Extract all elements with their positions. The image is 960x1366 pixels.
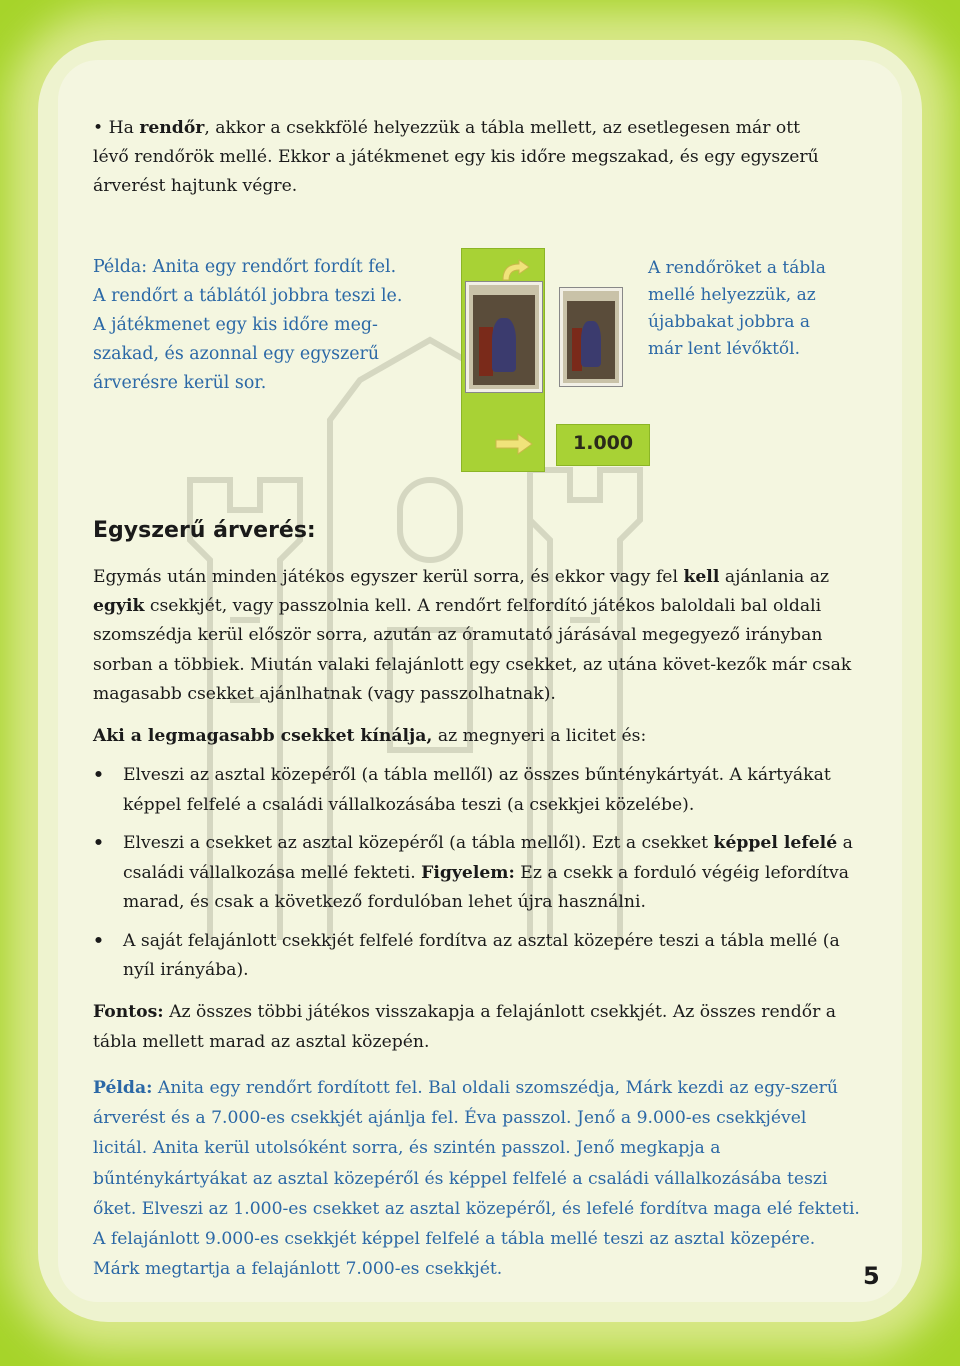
list-item <box>93 761 863 820</box>
text-run: Anita egy rendőrt fordított fel. Bal oldali szomszédja, Márk kezdi az egy-szerű árverést és a 7.000-es csekkjét ajánlja fel. Éva passzol. Jenő a 9.000-es csekkjével licitál. Anita kerül utolsóként sorra, és szintén passzol. Jenő megkapja a bűnténykártyákat az asztal közepéről és képpel felfelé a családi vállalkozásába teszi őket. Elveszi az 1.000-es csekket az asztal közepéről, és lefelé fordítva maga elé fekteti. A felajánlott 9.000-es csekkjét képpel felfelé a tábla mellé teszi az asztal közepére. Márk megtartja a felajánlott 7.000-es csekkjét. <box>93 1078 860 1280</box>
card-art <box>567 301 615 379</box>
bold-term: Aki a legmagasabb csekket kínálja, <box>93 726 433 746</box>
important-note-paragraph <box>93 997 863 1057</box>
section-title: Egyszerű árverés: <box>93 518 316 543</box>
police-card-beside <box>560 288 622 386</box>
bold-term: Figyelem: <box>421 862 515 883</box>
bold-term: képpel lefelé <box>713 833 838 853</box>
example-1-text <box>93 253 433 398</box>
text-run: az megnyeri a licitet és: <box>432 726 647 746</box>
auction-rules-paragraph <box>93 563 863 709</box>
police-rule-paragraph <box>93 114 833 201</box>
list-item <box>93 829 863 918</box>
example-line: A rendőrt a táblától jobbra teszi le. <box>93 286 403 306</box>
text-run: A saját felajánlott csekkjét felfelé fordítva az asztal közepére teszi a tábla mellé (a nyíl irányába). <box>123 930 840 980</box>
example-line: árverésre kerül sor. <box>93 373 267 393</box>
card-art <box>473 295 535 385</box>
text-run: Elveszi a csekket az asztal közepéről (a tábla mellől). Ezt a csekket <box>123 833 714 853</box>
bullet-dot: • <box>93 118 104 138</box>
list-item <box>93 927 863 986</box>
text-run: csekkjét, vagy passzolnia kell. A rendőrt felfordító játékos baloldali bal oldali szomszédja kerül először sorra, azután az óramutató járásával megegyező irányban sorban a többiek. Miután valaki felajánlott egy csekket, az utána követ-kezők már csak magasabb csekket ajánlhatnak (vagy passzolhatnak). <box>93 596 852 704</box>
caption-line: mellé helyezzük, az <box>648 285 816 305</box>
bullet-dot: • <box>93 833 104 853</box>
winner-intro-paragraph <box>93 722 863 750</box>
caption-line: újabbakat jobbra a <box>648 312 810 332</box>
text-run: a családi vállalkozása mellé fekteti. <box>123 833 853 883</box>
bold-term: egyik <box>93 596 145 617</box>
card-figure <box>492 318 517 372</box>
police-card-on-board <box>466 282 542 392</box>
bold-term: Fontos: <box>93 1002 164 1022</box>
example-line: szakad, és azonnal egy egyszerű <box>93 344 380 364</box>
example-2-paragraph <box>93 1073 863 1284</box>
text-run: Egymás után minden játékos egyszer kerül sorra, és ekkor vagy fel <box>93 567 684 587</box>
cheque-value: 1.000 <box>573 432 634 454</box>
text-run: Ez a csekk a forduló végéig lefordítva marad, és csak a következő fordulóban lehet újra használni. <box>123 862 849 912</box>
text-run: Ha <box>103 118 140 138</box>
example-line: Példa: Anita egy rendőrt fordít fel. <box>93 257 397 277</box>
caption-line: A rendőröket a tábla <box>648 258 826 278</box>
curved-arrow-icon <box>499 258 531 282</box>
text-run: ajánlania az <box>719 567 830 587</box>
illustration-caption <box>648 255 888 363</box>
page-number: 5 <box>863 1262 880 1290</box>
bold-term: rendőr <box>139 118 205 138</box>
card-figure <box>581 321 600 368</box>
bullet-dot: • <box>93 765 104 785</box>
bold-term: kell <box>683 567 720 587</box>
strip-small-text <box>470 430 484 460</box>
bullet-dot: • <box>93 930 104 951</box>
bold-term: Példa: <box>93 1078 153 1098</box>
cheque-card <box>556 424 650 466</box>
winner-actions-list <box>93 761 863 995</box>
text-run: Az összes többi játékos visszakapja a felajánlott csekkjét. Az összes rendőr a tábla mellett marad az asztal közepén. <box>93 1002 837 1052</box>
text-run: , akkor a csekkfölé helyezzük a tábla mellett, az esetlegesen már ott lévő rendőrök mellé. Ekkor a játékmenet egy kis időre megszakad, és egy egyszerű árverést hajtunk végre. <box>93 118 819 196</box>
example-line: A játékmenet egy kis időre meg- <box>93 315 378 335</box>
caption-line: már lent lévőktől. <box>648 339 801 359</box>
text-run: Elveszi az asztal közepéről (a tábla mellől) az összes bűnténykártyát. A kártyákat képpel felfelé a családi vállalkozásába teszi (a csekkjei közelébe). <box>123 765 831 815</box>
card-label <box>472 392 532 420</box>
card-figure <box>479 327 493 377</box>
arrow-right-icon <box>494 432 534 456</box>
